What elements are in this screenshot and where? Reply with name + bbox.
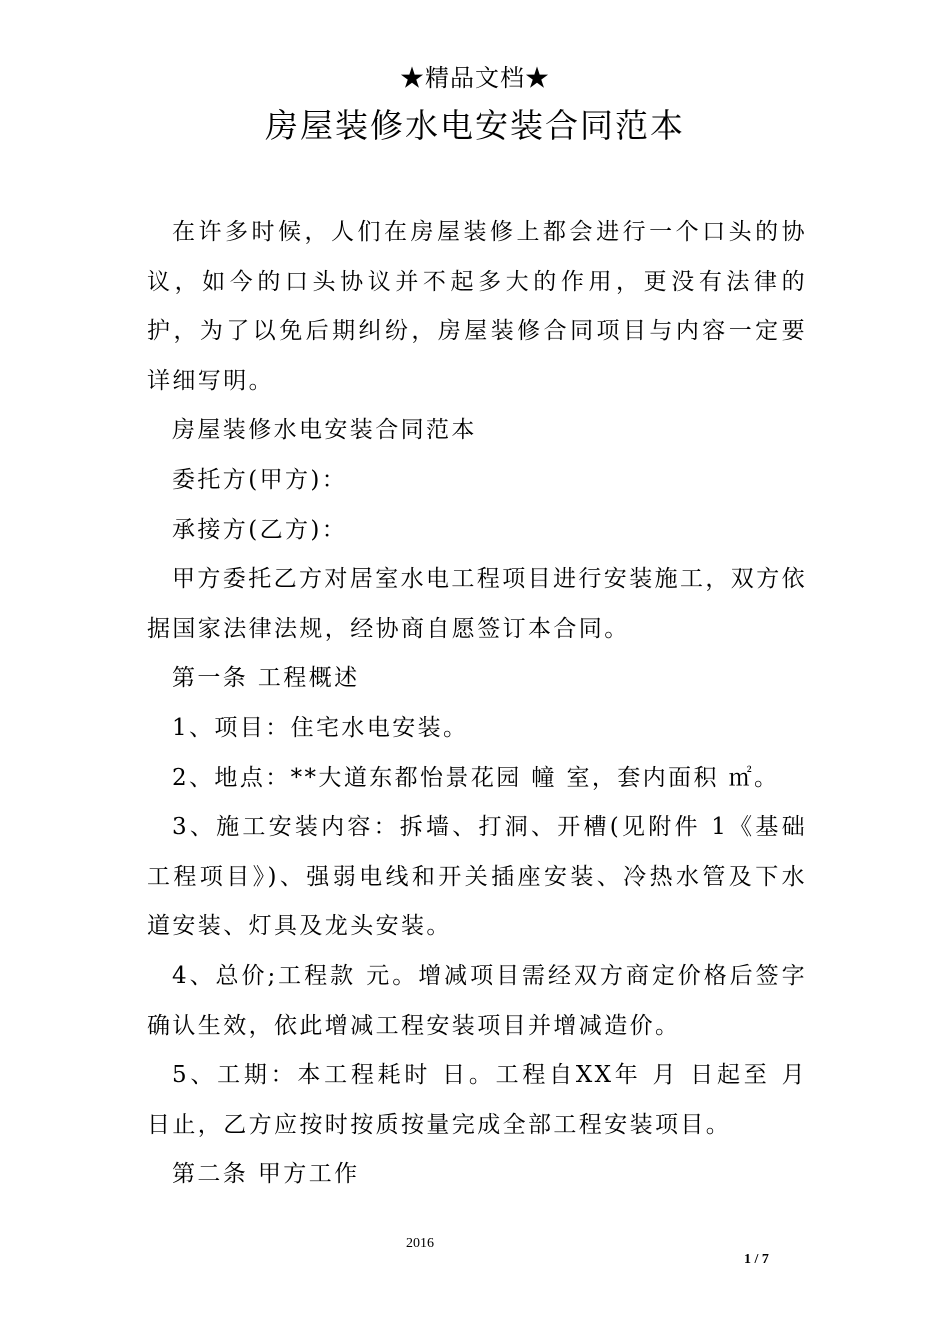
paragraph-item-3: 3、施工安装内容：拆墙、打洞、开槽(见附件 1《基础工程项目》)、强弱电线和开关插座安装、冷热水管及下水道安装、灯具及龙头安装。 (147, 814, 807, 940)
document-body (147, 208, 807, 1200)
paragraph-party-b: 承接方(乙方)： (172, 516, 348, 543)
footer-year: 2016 (406, 1236, 434, 1251)
footer-page-number: 1 / 7 (744, 1252, 769, 1267)
paragraph-item-4: 4、总价;工程款 元。增减项目需经双方商定价格后签字确认生效，依此增减工程安装项目并增减造价。 (147, 962, 807, 1039)
paragraph-article-2-heading: 第二条 甲方工作 (172, 1161, 360, 1188)
document-title: 房屋装修水电安装合同范本 (265, 106, 685, 145)
paragraph-intro: 在许多时候，人们在房屋装修上都会进行一个口头的协议，如今的口头协议并不起多大的作用，更没有法律的护，为了以免后期纠纷，房屋装修合同项目与内容一定要详细写明。 (147, 219, 807, 394)
paragraph-contract-title: 房屋装修水电安装合同范本 (172, 417, 477, 444)
paragraph-item-5: 5、工期：本工程耗时 日。工程自XX年 月 日起至 月 日止，乙方应按时按质按量完成全部工程安装项目。 (147, 1062, 807, 1138)
paragraph-party-a: 委托方(甲方)： (172, 466, 348, 493)
paragraph-item-1: 1、项目：住宅水电安装。 (172, 714, 469, 741)
paragraph-article-1-heading: 第一条 工程概述 (172, 665, 360, 692)
paragraph-item-2: 2、地点：**大道东都怡景花园 幢 室，套内面积 ㎡。 (172, 764, 780, 791)
paragraph-agreement: 甲方委托乙方对居室水电工程项目进行安装施工，双方依据国家法律法规，经协商自愿签订本合同。 (147, 566, 807, 642)
document-header-mark: ★精品文档★ (400, 64, 550, 92)
